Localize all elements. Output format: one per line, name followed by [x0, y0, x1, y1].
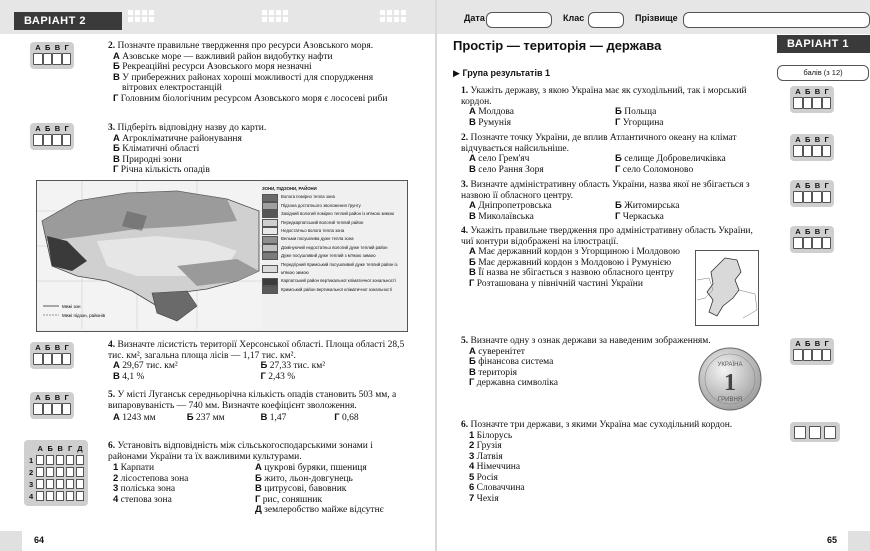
answer-box-q2[interactable]: А Б В Г	[30, 42, 74, 69]
question-4: 4. Визначте лісистість території Херсонської області. Площа області 28,5 тис. км², загальна площа лісів — 1,17 тис. км². А 29,67 тис. км² Б 27,33 тис. км² В 4,1 % Г 2,43 %	[108, 340, 405, 382]
map-label-subzone-borders: Межі підзон, районів	[62, 313, 105, 318]
variant-label: ВАРІАНТ 2	[14, 12, 122, 30]
legend-item	[262, 261, 402, 278]
legend-item	[262, 235, 402, 243]
group-label: Група результатів 1	[462, 68, 550, 78]
legend-label: Дуже посушливий дуже теплий з м'якою зимою	[281, 253, 376, 259]
legend-label: Волога помірно тепла зона	[281, 194, 335, 200]
answer-box-q3[interactable]: А Б В Г	[30, 123, 74, 150]
legend-swatch	[262, 244, 278, 252]
class-label: Клас	[563, 13, 585, 23]
question-3: 3. Підберіть відповідну назву до карти. А Агрокліматичне районування Б Кліматичні області В Природні зони Г Річна кількість опадів	[108, 123, 267, 175]
legend-label: Підзона достатнього зволоження ґрунту	[281, 202, 361, 208]
legend-label: Кримський район вертикальної кліматичної зональності	[281, 286, 393, 292]
decor-dots	[128, 10, 154, 22]
matching-grid-q6[interactable]: А Б В Г Д 1 2 3 4	[24, 440, 88, 506]
decor-dots	[262, 10, 288, 22]
legend-label: Передкарпатський вологий теплий район	[281, 219, 364, 225]
legend-label: Західний вологий помірно теплий район із м'якою зимою	[281, 211, 395, 217]
date-label: Дата	[464, 13, 485, 23]
legend-item	[262, 252, 402, 260]
page-title: Простір — територія — держава	[453, 38, 662, 53]
answer-box-r1[interactable]: А Б В Г	[790, 86, 834, 113]
right-bottom-strip	[848, 531, 870, 551]
legend-item	[262, 193, 402, 201]
legend-swatch	[262, 236, 278, 244]
score-field[interactable]: балів (з 12)	[777, 65, 869, 81]
legend-swatch	[262, 202, 278, 210]
coin-top-text: УКРАЇНА	[717, 362, 743, 368]
legend-swatch	[262, 286, 278, 294]
question-r5: 5. Визначте одну з ознак держави за наведеним зображенням. А суверенітет Б фінансова система В територія Г державна символіка	[461, 336, 711, 388]
left-bottom-strip	[0, 531, 22, 551]
hryvnia-coin-image	[697, 346, 763, 412]
variant-label-right: ВАРІАНТ 1	[777, 35, 870, 53]
region-outline-illustration	[695, 250, 759, 326]
question-5: 5. У місті Луганськ середньорічна кількість опадів становить 503 мм, а випаровуваність — 740 мм. Визначте коефіцієнт зволоження. А 1243 мм Б 237 мм В 1,47 Г 0,68	[108, 390, 397, 423]
page-number-left: 64	[34, 535, 45, 545]
answer-box-q5[interactable]: А Б В Г	[30, 392, 74, 419]
map-label-zone-borders: Межі зон	[62, 304, 81, 309]
legend-label: Передгірний Кримський посушливий дуже теплий район із м'якою зимою	[281, 261, 398, 276]
legend-item	[262, 244, 402, 252]
map-legend	[262, 185, 402, 294]
question-r4: 4. Укажіть правильне твердження про адміністративну область України, чиї контури відображені на ілюстрації. А Має державний кордон з Угорщиною і Молдовою Б Має державний кордон з Молдовою і Румунією В Її назва не збігається з назвою обласного центру Г Розташована у північній частині України	[461, 226, 753, 289]
legend-swatch	[262, 194, 278, 202]
date-field[interactable]	[486, 12, 552, 28]
right-page	[437, 0, 870, 551]
page-number-right: 65	[827, 535, 838, 545]
legend-swatch	[262, 252, 278, 260]
legend-item	[262, 219, 402, 227]
answer-box-q4[interactable]: А Б В Г	[30, 342, 74, 369]
legend-item	[262, 227, 402, 235]
legend-label: Вельми посушлива дуже тепла зона	[281, 236, 354, 242]
coin-value: 1	[724, 370, 736, 396]
legend-swatch	[262, 219, 278, 227]
legend-swatch	[262, 278, 278, 286]
question-r2: 2. Позначте точку України, де вплив Атлантичного океану на клімат відчувається найсильніше. А село Грем'яч Б селище Добровеличківка В село Рання Зоря Г село Соломоново	[461, 133, 737, 175]
answer-box-r3[interactable]: А Б В Г	[790, 180, 834, 207]
question-r3: 3. Визначте адміністративну область України, назва якої не збігається з назвою її обласного центру. А Дніпропетровська Б Житомирська В Миколаївська Г Черкаська	[461, 180, 750, 222]
question-r6: 6. Позначте три держави, з якими Україна має суходільний кордон. 1 Білорусь 2 Грузія 3 Латвія 4 Німеччина 5 Росія 6 Словаччина 7 Чехія	[461, 420, 733, 504]
coin-bottom-text: ГРИВНЯ	[717, 397, 743, 403]
class-field[interactable]	[588, 12, 624, 28]
question-r1: 1. Укажіть державу, з якою Україна має як суходільний, так і морський кордон. А Молдова Б Польща В Румунія Г Угорщина	[461, 86, 747, 128]
legend-label: Недостатньо волога тепла зона	[281, 228, 345, 234]
group-heading	[453, 68, 550, 79]
legend-label: Домінуючий недостатньо вологий дуже теплий район	[281, 244, 388, 250]
legend-title: ЗОНИ, ПІДЗОНИ, РАЙОНИ	[262, 186, 317, 191]
answer-box-r4[interactable]: А Б В Г	[790, 226, 834, 253]
legend-item	[262, 277, 402, 285]
legend-swatch	[262, 227, 278, 235]
legend-label: Карпатський район вертикальної кліматичної зональності	[281, 278, 396, 284]
map-graphic	[37, 181, 262, 329]
answer-box-r5[interactable]: А Б В Г	[790, 338, 834, 365]
question-2: 2. Позначте правильне твердження про ресурси Азовського моря. А Азовське море — важливий район видобутку нафти Б Рекреаційні ресурси Азовського моря незначні В У прибережних районах хороші можливості для спорудження вітрових електростанцій Г Головним біологічним ресурсом Азовського моря є лососеві риби	[108, 41, 388, 104]
question-6: 6. Установіть відповідність між сільськогосподарськими зонами і районами України та їх важливими культурами. 1 Карпати 2 лісостепова зона 3 поліська зона 4 степова зона А цукрові буряки, пшениця Б жито, льон-довгунець В цитрусові, бавовник Г рис, соняшник Д землеробство майже відсутнє	[108, 441, 384, 515]
decor-dots	[380, 10, 406, 22]
legend-swatch	[262, 210, 278, 218]
legend-item	[262, 210, 402, 218]
answer-box-r2[interactable]: А Б В Г	[790, 134, 834, 161]
surname-field[interactable]	[683, 12, 870, 28]
answer-box-r6[interactable]	[790, 422, 840, 442]
legend-item	[262, 202, 402, 210]
triangle-bullet-icon: ▶	[453, 68, 460, 78]
surname-label: Прізвище	[635, 13, 678, 23]
legend-item	[262, 286, 402, 294]
legend-swatch	[262, 265, 278, 273]
